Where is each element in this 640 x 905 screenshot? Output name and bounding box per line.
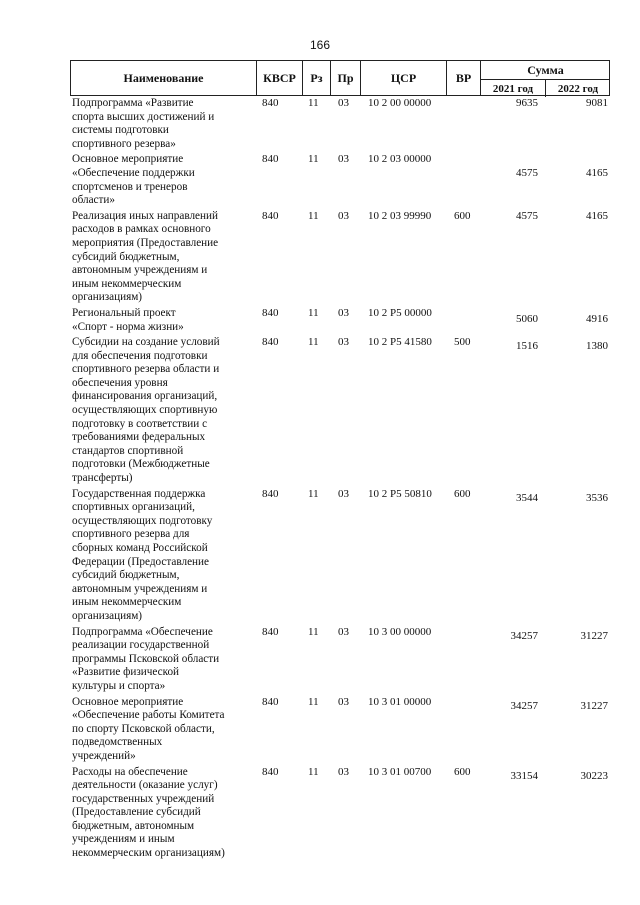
row-pr: 03 — [338, 336, 349, 349]
row-sum-2022: 31227 — [580, 629, 608, 642]
row-csr: 10 3 01 00000 — [368, 695, 432, 708]
row-name: Подпрограмма «Развитие спорта высших достижений и системы подготовки спортивного резерва» — [72, 97, 215, 150]
row-vr: 600 — [454, 487, 471, 500]
row-name: Подпрограмма «Обеспечение реализации государственной программы Псковской области «Развитие физической культуры и спорта» — [72, 625, 220, 692]
table-row — [70, 307, 610, 334]
header-pr: Пр — [331, 61, 361, 95]
row-kvsr: 840 — [262, 695, 279, 708]
row-kvsr: 840 — [262, 336, 279, 349]
row-sum-2021: 4575 — [516, 209, 538, 222]
table-row — [70, 766, 610, 861]
row-rz: 11 — [308, 487, 319, 500]
table-row — [70, 210, 610, 305]
row-sum-2022: 1380 — [586, 340, 608, 353]
row-sum-2021: 33154 — [510, 769, 538, 782]
header-name: Наименование — [71, 61, 257, 95]
row-rz: 11 — [308, 765, 319, 778]
row-pr: 03 — [338, 625, 349, 638]
row-rz: 11 — [308, 625, 319, 638]
table-body — [70, 97, 610, 861]
header-kvsr: КВСР — [257, 61, 303, 95]
row-csr: 10 2 Р5 50810 — [368, 487, 432, 500]
row-sum-2022: 31227 — [580, 699, 608, 712]
row-sum-2022: 4916 — [586, 312, 608, 325]
row-kvsr: 840 — [262, 487, 279, 500]
table-header — [70, 60, 610, 96]
row-sum-2021: 4575 — [516, 167, 538, 180]
row-rz: 11 — [308, 153, 319, 166]
header-year-2022: 2022 год — [557, 82, 599, 95]
row-name: Основное мероприятие «Обеспечение работы Комитета по спорту Псковской области, подведомственных учреждений» — [72, 695, 225, 762]
row-sum-2022: 30223 — [580, 769, 608, 782]
row-rz: 11 — [308, 209, 319, 222]
row-sum-2021: 5060 — [516, 312, 538, 325]
table-row — [70, 626, 610, 694]
row-kvsr: 840 — [262, 765, 279, 778]
row-name: Субсидии на создание условий для обеспечения подготовки спортивного резерва области и обеспечения уровня финансирования организаций, осуществляющих спортивную подготовку в соответствии с требованиями федеральных стандартов спортивной подготовки (Межбюджетные трансферты) — [72, 336, 220, 485]
row-pr: 03 — [338, 487, 349, 500]
header-rz: Рз — [303, 61, 331, 95]
row-sum-2021: 34257 — [510, 629, 538, 642]
row-name: Государственная поддержка спортивных организаций, осуществляющих подготовку спортивного резерва для сборных команд Российской Федерации (Предоставление субсидий бюджетным, автономным учреждениям и иным некоммерческим организациям) — [72, 487, 213, 622]
table-row — [70, 336, 610, 486]
header-sum: Сумма — [481, 61, 610, 80]
row-vr: 500 — [454, 336, 471, 349]
row-csr: 10 2 Р5 41580 — [368, 336, 432, 349]
table-row — [70, 696, 610, 764]
row-sum-2021: 1516 — [516, 340, 538, 353]
row-csr: 10 2 03 99990 — [368, 209, 432, 222]
row-rz: 11 — [308, 695, 319, 708]
header-csr: ЦСР — [361, 61, 447, 95]
row-sum-2022: 4165 — [586, 167, 608, 180]
row-name: Региональный проект «Спорт - норма жизни» — [72, 306, 184, 333]
table-row — [70, 153, 610, 207]
row-name: Расходы на обеспечение деятельности (оказание услуг) государственных учреждений (Предоставление субсидий бюджетным, автономным учреждениям и иным некоммерческим организациям) — [72, 765, 225, 860]
table-row — [70, 488, 610, 624]
row-sum-2021: 3544 — [516, 491, 538, 504]
row-name: Основное мероприятие «Обеспечение поддержки спортсменов и тренеров области» — [72, 153, 195, 207]
row-kvsr: 840 — [262, 625, 279, 638]
row-vr: 600 — [454, 209, 471, 222]
row-csr: 10 3 01 00700 — [368, 765, 432, 778]
row-rz: 11 — [308, 97, 319, 109]
row-sum-2021: 9635 — [516, 97, 538, 109]
row-csr: 10 2 Р5 00000 — [368, 306, 432, 319]
row-pr: 03 — [338, 306, 349, 319]
row-sum-2022: 9081 — [586, 97, 608, 109]
row-rz: 11 — [308, 306, 319, 319]
row-name: Реализация иных направлений расходов в рамках основного мероприятия (Предоставление субсидий бюджетным, автономным учреждениям и иным некоммерческим организациям) — [72, 209, 219, 304]
row-csr: 10 2 00 00000 — [368, 97, 432, 109]
row-sum-2022: 4165 — [586, 209, 608, 222]
row-pr: 03 — [338, 695, 349, 708]
row-kvsr: 840 — [262, 97, 279, 109]
table-row — [70, 97, 610, 151]
row-sum-2022: 3536 — [586, 491, 608, 504]
row-pr: 03 — [338, 209, 349, 222]
row-pr: 03 — [338, 97, 349, 109]
page-number: 166 — [309, 38, 331, 52]
header-sum-group — [481, 61, 610, 95]
header-vr: ВР — [447, 61, 481, 95]
row-pr: 03 — [338, 153, 349, 166]
row-kvsr: 840 — [262, 209, 279, 222]
row-kvsr: 840 — [262, 306, 279, 319]
row-vr: 600 — [454, 765, 471, 778]
row-csr: 10 3 00 00000 — [368, 625, 432, 638]
row-kvsr: 840 — [262, 153, 279, 166]
row-pr: 03 — [338, 765, 349, 778]
row-rz: 11 — [308, 336, 319, 349]
header-year-2021: 2021 год — [481, 80, 546, 97]
row-csr: 10 2 03 00000 — [368, 153, 432, 166]
row-sum-2021: 34257 — [510, 699, 538, 712]
